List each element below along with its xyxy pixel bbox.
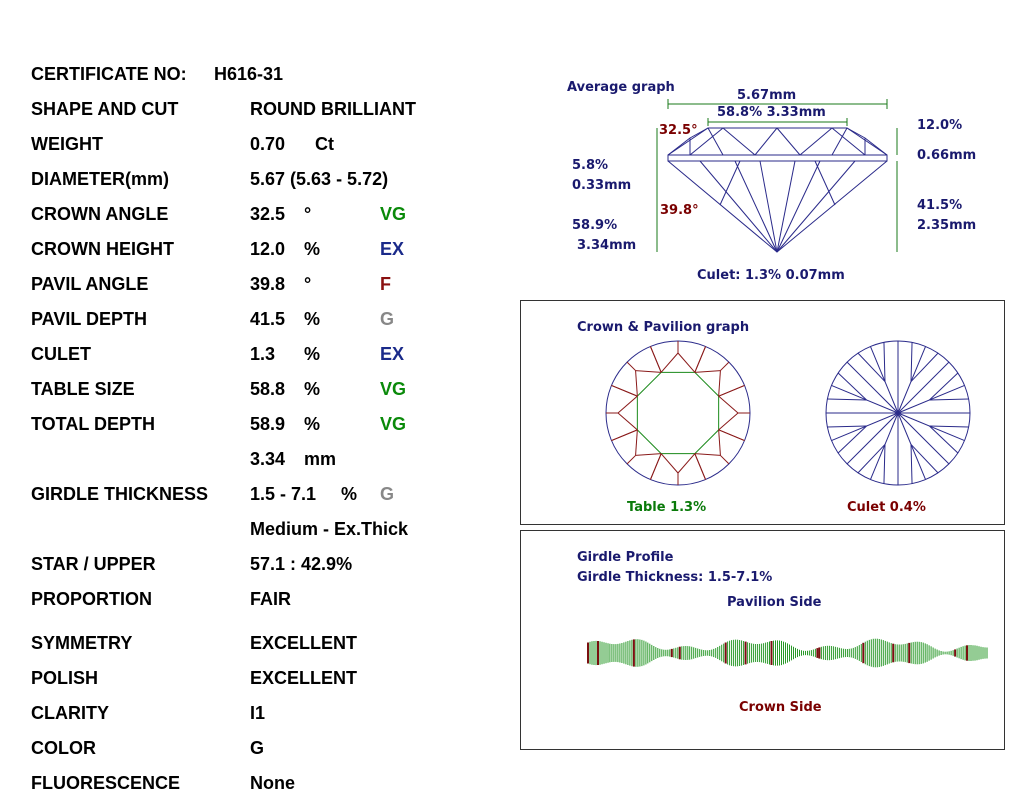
spec-unit: %	[304, 239, 321, 259]
pavilion-depth-mm-label: 2.35mm	[917, 218, 977, 233]
facet-line	[618, 413, 637, 430]
spec-value: FAIR	[250, 589, 292, 609]
facet-line	[636, 430, 638, 456]
pavilion-side-label: Pavilion Side	[727, 595, 822, 610]
facet-line	[719, 413, 738, 430]
spec-label: COLOR	[31, 738, 96, 758]
spec-unit: %	[304, 309, 321, 329]
spec-value: 1.5 - 7.1	[250, 484, 317, 504]
spec-value: 32.5	[250, 204, 286, 224]
facet-line	[719, 385, 745, 396]
crown-height-pct-label: 12.0%	[917, 118, 963, 133]
facet-line	[695, 346, 706, 372]
spec-value: 0.70	[250, 134, 286, 154]
spec-value: 1.3	[250, 344, 276, 364]
spec-value: EXCELLENT	[250, 668, 358, 688]
spec-label: SYMMETRY	[31, 633, 133, 653]
culet-label: Culet: 1.3% 0.07mm	[697, 268, 845, 283]
facet-line	[719, 430, 721, 456]
pavilion-angle-label: 39.8°	[660, 203, 699, 218]
spec-value: None	[250, 773, 295, 793]
total-depth-pct-label: 58.9%	[572, 218, 618, 233]
spec-grade: EX	[380, 239, 405, 259]
table-caption: Table 1.3%	[627, 500, 707, 515]
facet-line	[678, 454, 695, 473]
facet-line	[636, 371, 662, 373]
facet-line	[618, 396, 637, 413]
spec-grade: VG	[380, 414, 407, 434]
spec-unit: Ct	[315, 134, 334, 154]
spec-label: DIAMETER(mm)	[31, 169, 169, 189]
spec-unit: °	[304, 204, 312, 224]
spec-grade: VG	[380, 204, 407, 224]
spec-unit: %	[304, 414, 321, 434]
facet-line	[695, 454, 721, 456]
spec-grade: G	[380, 484, 395, 504]
facet-line	[661, 353, 678, 372]
facet-line	[637, 372, 661, 396]
spec-label: PAVIL DEPTH	[31, 309, 148, 329]
pavilion-depth-pct-label: 41.5%	[917, 198, 963, 213]
crown-angle-label: 32.5°	[659, 123, 698, 138]
facet-line	[898, 413, 949, 464]
facet-line	[827, 426, 866, 427]
spec-label: STAR / UPPER	[31, 554, 156, 574]
pavilion-view	[826, 341, 970, 485]
facet-line	[884, 342, 885, 381]
spec-value: 39.8	[250, 274, 286, 294]
facet-line	[678, 353, 695, 372]
spec-unit: %	[304, 344, 321, 364]
spec-value: 3.34	[250, 449, 286, 469]
spec-value: EXCELLENT	[250, 633, 358, 653]
diameter-label: 5.67mm	[737, 88, 797, 103]
facet-line	[611, 385, 637, 396]
facet-line	[719, 396, 738, 413]
facet-line	[847, 362, 898, 413]
crown-side-label: Crown Side	[739, 700, 822, 715]
spec-label: FLUORESCENCE	[31, 773, 181, 793]
girdle-thickness-label: Girdle Thickness: 1.5-7.1%	[577, 570, 773, 585]
spec-value: G	[250, 738, 265, 758]
spec-label: GIRDLE THICKNESS	[31, 484, 209, 504]
facet-line	[695, 454, 706, 480]
facet-line	[911, 342, 912, 381]
spec-label: TABLE SIZE	[31, 379, 135, 399]
facet-line	[695, 372, 719, 396]
spec-label: TOTAL DEPTH	[31, 414, 156, 434]
spec-value: 58.8	[250, 379, 286, 399]
spec-value: 58.9	[250, 414, 286, 434]
facet-line	[827, 399, 866, 400]
spec-label: CULET	[31, 344, 91, 364]
girdle-bars	[588, 639, 987, 668]
spec-unit: °	[304, 274, 312, 294]
facet-line	[911, 444, 912, 483]
facet-line	[847, 413, 898, 464]
spec-grade: EX	[380, 344, 405, 364]
girdle-profile-panel	[520, 530, 1005, 750]
facet-line	[719, 430, 745, 441]
spec-label: PAVIL ANGLE	[31, 274, 149, 294]
facet-line	[650, 346, 661, 372]
girdle-pct-label: 5.8%	[572, 158, 609, 173]
spec-value: 41.5	[250, 309, 286, 329]
crown-height-mm-label: 0.66mm	[917, 148, 977, 163]
table-size-label: 58.8% 3.33mm	[717, 105, 826, 120]
facet-line	[720, 455, 728, 463]
spec-unit: mm	[304, 449, 337, 469]
spec-label: SHAPE AND CUT	[31, 99, 179, 119]
spec-label: WEIGHT	[31, 134, 103, 154]
crown-pavilion-diagram	[521, 301, 1004, 524]
facet-line	[627, 455, 635, 463]
spec-label: POLISH	[31, 668, 99, 688]
facet-line	[720, 362, 728, 370]
spec-value: Medium - Ex.Thick	[250, 519, 409, 539]
spec-grade: F	[380, 274, 391, 294]
spec-unit: %	[341, 484, 358, 504]
facet-line	[627, 362, 635, 370]
girdle-profile-title: Girdle Profile	[577, 550, 674, 565]
facet-line	[929, 399, 968, 400]
facet-line	[695, 371, 721, 373]
culet-caption: Culet 0.4%	[847, 500, 926, 515]
spec-value: 5.67 (5.63 - 5.72)	[250, 169, 389, 189]
girdle-profile-diagram	[521, 531, 1004, 749]
facet-line	[898, 362, 949, 413]
spec-value: 12.0	[250, 239, 286, 259]
spec-label: PROPORTION	[31, 589, 153, 609]
spec-value: I1	[250, 703, 266, 723]
total-depth-mm-label: 3.34mm	[577, 238, 637, 253]
facet-line	[636, 371, 638, 397]
facet-line	[637, 430, 661, 454]
spec-label: CLARITY	[31, 703, 109, 723]
spec-grade: VG	[380, 379, 407, 399]
facet-line	[650, 454, 661, 480]
average-graph-title: Average graph	[567, 80, 675, 95]
spec-unit: %	[304, 379, 321, 399]
spec-grade: G	[380, 309, 395, 329]
crown-view	[606, 341, 750, 485]
certificate-number-value: H616-31	[214, 64, 284, 84]
facet-line	[884, 444, 885, 483]
crown-pavilion-title: Crown & Pavilion graph	[577, 320, 750, 335]
facet-line	[929, 426, 968, 427]
spec-label: CROWN HEIGHT	[31, 239, 174, 259]
facet-line	[695, 430, 719, 454]
certificate-number-label: CERTIFICATE NO:	[31, 64, 187, 84]
facet-line	[636, 454, 662, 456]
crown-pavilion-panel	[520, 300, 1005, 525]
spec-value: ROUND BRILLIANT	[250, 99, 416, 119]
facet-line	[611, 430, 637, 441]
facet-line	[719, 371, 721, 397]
girdle-mm-label: 0.33mm	[572, 178, 632, 193]
spec-label: CROWN ANGLE	[31, 204, 169, 224]
facet-line	[661, 454, 678, 473]
spec-value: 57.1 : 42.9%	[250, 554, 353, 574]
